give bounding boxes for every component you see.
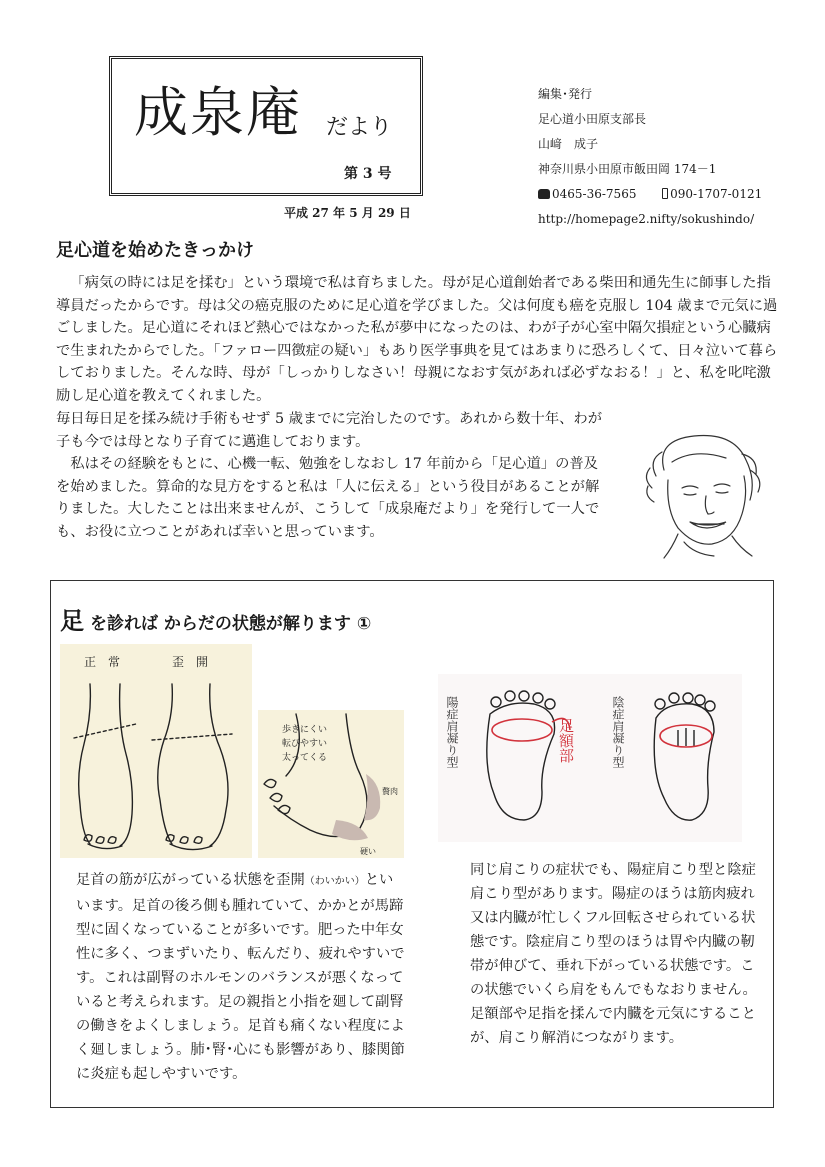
newsletter-title: 成泉庵 <box>134 81 302 144</box>
issue-number: 第 3 号 <box>344 166 392 182</box>
ankle-comparison-illustration <box>60 644 404 858</box>
intro-paragraph-1-continued: 毎日毎日足を揉み続け手術もせず 5 歳までに完治したのです。あれから数十年、わが子も今では母となり子育てに邁進しております。 <box>56 411 603 450</box>
telephone-icon <box>538 189 550 199</box>
mobile-number: 090-1707-0121 <box>670 187 763 201</box>
section-heading-origin: 足心道を始めたきっかけ <box>56 240 254 261</box>
note-easy-to-fall: 転びやすい <box>282 739 328 749</box>
heading-foot-kanji: 足 <box>60 607 84 635</box>
publisher-role: 編集･発行 <box>538 87 593 101</box>
masthead-box <box>109 56 423 196</box>
publisher-name: 山﨑 成子 <box>538 137 599 151</box>
ankle-text-part-a: 足首の筋が広がっている状態を歪開 <box>76 872 305 888</box>
homepage-url[interactable]: http://homepage2.nifty/sokushindo/ <box>538 212 755 226</box>
intro-text-full <box>56 272 778 408</box>
section-heading-foot <box>60 601 371 636</box>
author-portrait-sketch <box>634 430 776 564</box>
publisher-org: 足心道小田原支部長 <box>538 112 647 126</box>
label-yin-type: 陰症肩凝り型 <box>611 696 625 768</box>
issue-date: 平成 27 年 5 月 29 日 <box>284 206 411 220</box>
intro-paragraph-1: 「病気の時には足を揉む」という環境で私は育ちました。母が足心道創始者である柴田和通先生に師事した指導員だったからです。母は父の癌克服のために足心道を学びました。父は何度も癌を克服し 104 歳まで元気に過ごしました。足心道にそれほど熱心ではなかった私が夢中になったのは、わが子が心室中隔欠損症という心臓病で生まれたからでした。「ファロー四徴症の疑い」もあり医学事典を見てはあまりに恐ろしくて、日々泣いて暮らしておりました。そんな時、母が「しっかりしなさい！母親になおす気があれば必ずなおる！」と、私を叱咤激励し足心道を教えてくれました。 <box>56 275 778 404</box>
phone-number: 0465-36-7565 <box>552 187 637 201</box>
mobile-phone-icon <box>662 188 668 199</box>
newsletter-subtitle: だより <box>326 115 393 140</box>
ankle-explanation-text <box>76 868 406 1086</box>
note-hard: 硬い <box>360 847 376 856</box>
label-yang-type: 陽症肩凝り型 <box>445 696 459 768</box>
ankle-text-ruby: （わいかい） <box>304 876 365 887</box>
shoulder-explanation-text: 同じ肩こりの症状でも、陽症肩こり型と陰症肩こり型があります。陽症のほうは筋肉疲れ又は内臓が忙しくフル回転させられている状態です。陰症肩こり型のほうは胃や内臓の靭帯が伸びて、垂れ下がっている状態です。この状態でいくら肩をもんでもなおりません。足額部や足指を揉んで内臓を元気にすることが、肩こり解消につながります。 <box>470 862 757 1046</box>
heading-foot-rest: を診れば からだの状態が解ります ① <box>90 614 372 634</box>
intro-paragraph-2: 私はその経験をもとに、心機一転、勉強をしなおし 17 年前から「足心道」の普及を始めました。算命的な見方をすると私は「人に伝える」という役目があることが解りました。大したことは出来ませんが、こうして「成泉庵だより」を発行して一人でも、お役に立つことがあれば幸いと思っています。 <box>56 456 600 540</box>
contact-phones <box>538 182 818 207</box>
note-gain-weight: 太ってくる <box>282 753 328 763</box>
publisher-address: 神奈川県小田原市飯田岡 174－1 <box>538 162 717 176</box>
ankle-text-part-b: といいます。足首の後ろ側も腫れていて、かかとが馬蹄型に固くなっていることが多いです。肥った中年女性に多く、つまずいたり、転んだり、疲れやすいです。これは副腎のホルモンのバランスが悪くなっていると考えられます。足の親指と小指を廻して副腎の働きをよくしましょう。足首も痛くない程度によく廻しましょう。肺･腎･心にも影響があり、膝関節に炎症も起しやすいです。 <box>76 872 405 1082</box>
publisher-info <box>538 82 818 232</box>
note-fat: 贅肉 <box>382 787 398 796</box>
label-splayed: 歪 開 <box>172 655 209 669</box>
intro-text-narrow <box>56 408 604 544</box>
label-forehead-zone: 足額部 <box>557 718 575 763</box>
note-hard-to-walk: 歩きにくい <box>282 725 328 735</box>
sole-shoulder-type-illustration <box>438 674 742 842</box>
label-normal: 正 常 <box>84 655 121 669</box>
